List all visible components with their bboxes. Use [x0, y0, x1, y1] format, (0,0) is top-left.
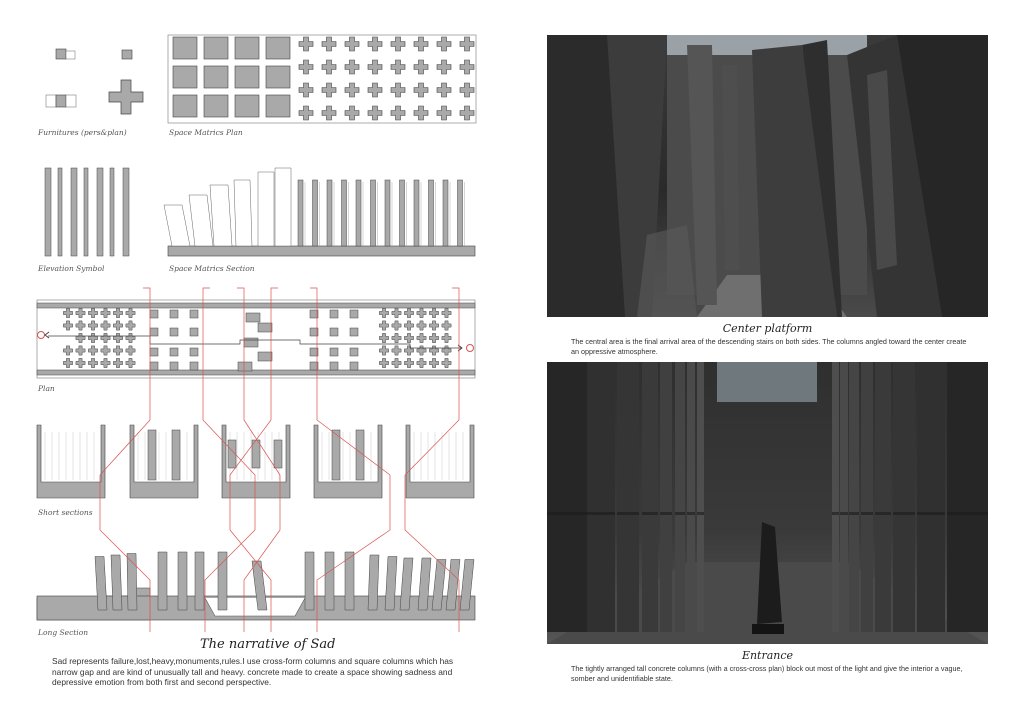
center-platform-image — [547, 35, 988, 317]
render-center-platform — [547, 35, 988, 317]
label-short-sections: Short sections — [38, 508, 93, 517]
label-furnitures: Furnitures (pers&plan) — [38, 128, 127, 137]
space-matrics-section — [164, 168, 475, 256]
narrative-text: Sad represents failure,lost,heavy,monuments,rules.I use cross-form columns and square columns which has narrow gap and are kind of unusually tall and heavy. concrete made to create a space showing sadness and depressive emotion from both first and second perspective. — [52, 656, 454, 687]
furniture-icons — [46, 49, 143, 114]
center-platform-title: Center platform — [722, 322, 813, 335]
plan-drawing — [37, 300, 475, 378]
label-space-matrics-section: Space Matrics Section — [169, 264, 255, 273]
elevation-symbol — [45, 168, 129, 256]
narrative-title: The narrative of Sad — [200, 637, 336, 652]
space-matrics-plan — [168, 35, 476, 123]
short-sections — [37, 425, 474, 498]
label-plan: Plan — [38, 384, 55, 393]
label-space-matrics-plan: Space Matrics Plan — [169, 128, 243, 137]
entrance-title: Entrance — [741, 649, 794, 662]
entrance-image — [547, 362, 988, 644]
render-entrance — [547, 362, 988, 644]
label-long-section: Long Section — [38, 628, 89, 637]
entrance-text: The tightly arranged tall concrete columns (with a cross-cross plan) block out most of the light and give the interior a vague, somber and unidentifiable state. — [571, 664, 963, 683]
center-platform-text: The central area is the final arrival area of the descending stairs on both sides. The columns angled toward the center create an oppressive atmosphere. — [571, 337, 967, 356]
label-elevation-symbol: Elevation Symbol — [38, 264, 105, 273]
